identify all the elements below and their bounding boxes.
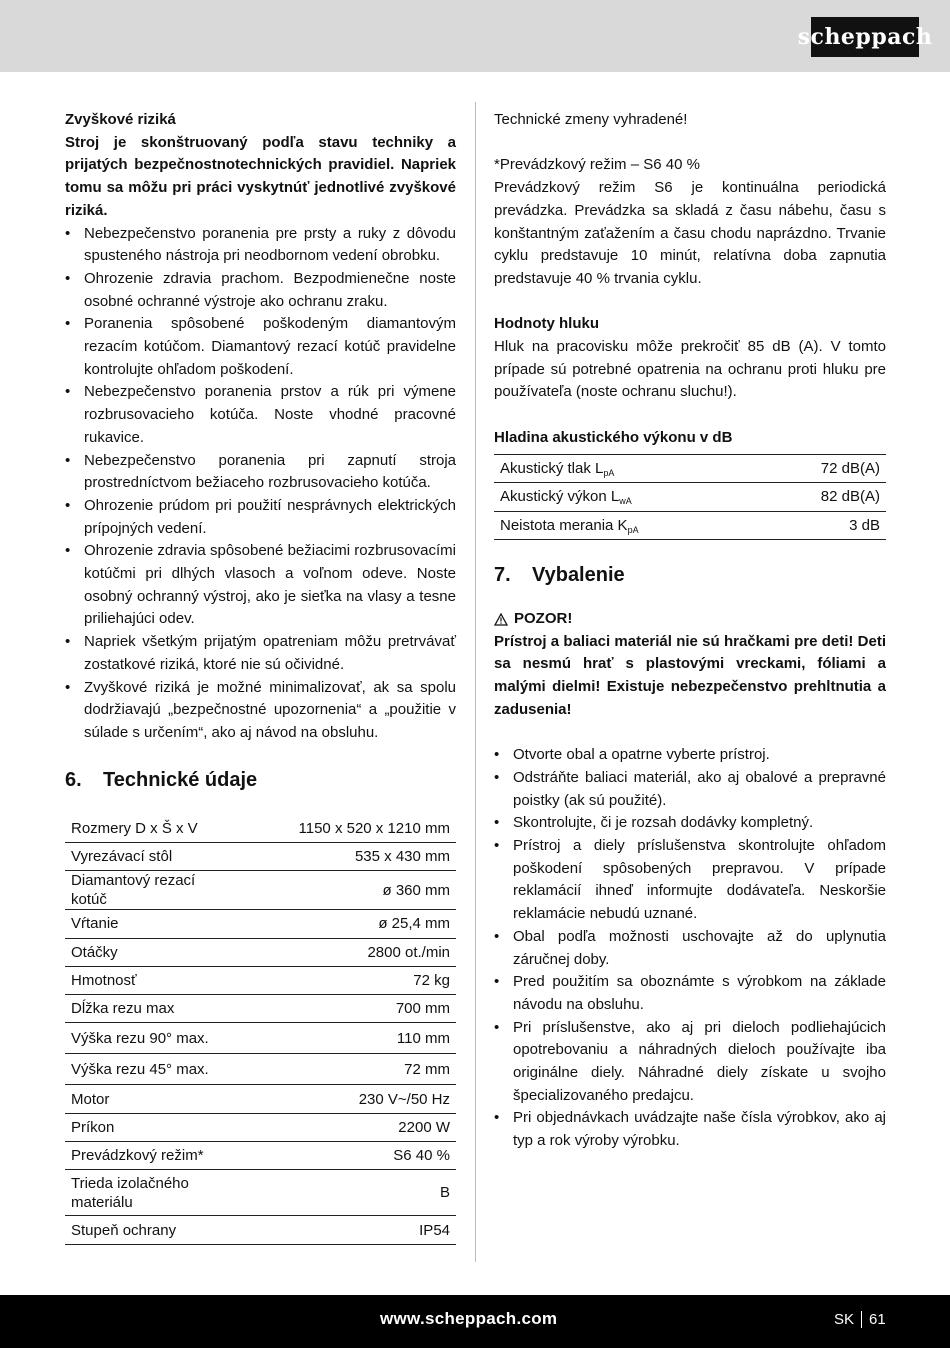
spec-label: Hmotnosť xyxy=(65,966,227,994)
bullet-icon: • xyxy=(65,315,71,333)
noise-title: Hodnoty hluku xyxy=(494,315,599,333)
list-item-text: Skontrolujte, či je rozsah dodávky kompletný. xyxy=(513,814,814,832)
spec-value: S6 40 % xyxy=(227,1142,456,1170)
list-item xyxy=(494,744,886,767)
section-7-title: Vybalenie xyxy=(532,564,625,586)
list-item-text: Pri príslušenstve, ako aj pri dieloch podliehajúcich opotrebovaniu a náhradných dieloch používajte iba originálne diely. Náhradné diely získate u svojho špecializovaného predajcu. xyxy=(513,1018,886,1104)
operating-mode-text: Prevádzkový režim S6 je kontinuálna periodická prevádzka. Prevádzka sa skladá z času nábehu, času s konštantným zaťažením a času chodu naprázdno. Trvanie cyklu predstavuje 10 minút, relatívna doba zapnutia predstavuje 40 % trvania cyklu. xyxy=(494,179,886,287)
noise-label-subscript: wA xyxy=(619,496,632,507)
list-item-text: Nebezpečenstvo poranenia pre prsty a ruky z dôvodu spusteného nástroja pri neodbornom vedení obrobku. xyxy=(84,224,456,265)
section-6-number: 6. xyxy=(65,768,82,791)
table-row xyxy=(65,1216,456,1244)
spec-value: 535 x 430 mm xyxy=(227,842,456,870)
list-item-text: Nebezpečenstvo poranenia pri zapnutí stroja prostredníctvom bežiaceho rozbrusovacieho kotúča. xyxy=(84,451,456,492)
table-row xyxy=(65,815,456,843)
list-item xyxy=(65,381,456,449)
left-column xyxy=(65,109,456,1245)
operating-mode-title: *Prevádzkový režim – S6 40 % xyxy=(494,156,700,174)
table-row xyxy=(65,1142,456,1170)
section-6-heading xyxy=(65,767,456,793)
technical-data-table xyxy=(65,815,456,1245)
spec-value: 110 mm xyxy=(227,1023,456,1054)
spec-label: Stupeň ochrany xyxy=(65,1216,227,1244)
table-row xyxy=(65,1170,456,1216)
list-item xyxy=(494,812,886,835)
list-item-text: Nebezpečenstvo poranenia prstov a rúk pri výmene rozbrusovacieho kotúča. Noste vhodné pracovné rukavice. xyxy=(84,383,456,446)
bullet-icon: • xyxy=(494,973,500,991)
list-item xyxy=(65,495,456,540)
list-item-text: Pred použitím sa oboznámte s výrobkom na základe návodu na obsluhu. xyxy=(513,973,886,1013)
noise-label: Akustický tlak L xyxy=(500,459,604,477)
spec-value: 72 mm xyxy=(227,1054,456,1085)
noise-label: Neistota merania K xyxy=(500,516,628,534)
table-row xyxy=(65,966,456,994)
spec-value: 230 V~/50 Hz xyxy=(227,1085,456,1113)
section-6-title: Technické údaje xyxy=(103,768,258,791)
bullet-icon: • xyxy=(494,814,500,832)
list-item xyxy=(65,540,456,631)
page-number: 61 xyxy=(869,1311,886,1328)
changes-note: Technické zmeny vyhradené! xyxy=(494,111,688,128)
list-item xyxy=(65,268,456,313)
noise-value: 72 dB(A) xyxy=(760,454,886,483)
spec-value: 2800 ot./min xyxy=(227,938,456,966)
warning-label: POZOR! xyxy=(514,610,573,627)
noise-label-cell xyxy=(494,454,760,483)
list-item xyxy=(494,767,886,812)
list-item-text: Ohrozenie zdravia prachom. Bezpodmienečne noste osobné ochranné výstroje ako ochranu zraku. xyxy=(84,269,456,310)
list-item-text: Poranenia spôsobené poškodeným diamantovým rezacím kotúčom. Diamantový rezací kotúč pravidelne kontrolujte ohľadom poškodení. xyxy=(84,315,456,378)
noise-text: Hluk na pracovisku môže prekročiť 85 dB (A). V tomto prípade sú potrebné opatrenia na ochranu proti hluku pre používateľa (noste ochranu sluchu!). xyxy=(494,338,886,401)
bullet-icon: • xyxy=(494,1018,500,1036)
list-item xyxy=(494,835,886,926)
sound-power-table xyxy=(494,454,886,541)
table-row xyxy=(65,1113,456,1141)
bullet-icon: • xyxy=(65,269,71,287)
spec-label: Diamantový rezací kotúč xyxy=(65,871,227,910)
table-row xyxy=(494,454,886,483)
residual-risks-list xyxy=(65,223,456,745)
spec-label: Vyrezávací stôl xyxy=(65,842,227,870)
noise-value: 3 dB xyxy=(760,511,886,540)
list-item-text: Ohrozenie prúdom pri použití nesprávnych elektrických prípojných vedení. xyxy=(84,496,456,537)
list-item xyxy=(65,450,456,495)
scheppach-logo xyxy=(797,17,933,57)
residual-risks-title: Zvyškové riziká xyxy=(65,111,176,128)
list-item xyxy=(65,313,456,381)
spec-label: Príkon xyxy=(65,1113,227,1141)
list-item-text: Pri objednávkach uvádzajte naše čísla výrobkov, ako aj typ a rok výroby výrobku. xyxy=(513,1109,886,1150)
spec-label: Trieda izolačného materiálu xyxy=(65,1170,227,1216)
bullet-icon: • xyxy=(494,927,500,945)
table-row xyxy=(65,910,456,938)
noise-label-subscript: pA xyxy=(603,467,615,478)
spec-label: Výška rezu 45° max. xyxy=(65,1054,227,1085)
list-item-text: Napriek všetkým prijatým opatreniam môžu pretrvávať zostatkové riziká, ktoré nie sú očividné. xyxy=(84,633,456,673)
bullet-icon: • xyxy=(65,542,71,560)
noise-label-cell xyxy=(494,511,760,540)
spec-value: 1150 x 520 x 1210 mm xyxy=(227,815,456,843)
list-item-text: Obal podľa možnosti uschovajte až do uplynutia záručnej doby. xyxy=(513,927,886,968)
language-code: SK xyxy=(834,1311,855,1328)
list-item-text: Zvyškové riziká je možné minimalizovať, ak sa spolu dodržiavajú „bezpečnostné upozornenia“ a „použitie v súlade s určením“, ako aj návod na obsluhu. xyxy=(84,678,456,741)
list-item xyxy=(65,223,456,268)
spec-value: ø 360 mm xyxy=(227,871,456,910)
table-row xyxy=(65,1023,456,1054)
page-indicator xyxy=(834,1311,886,1328)
table-row xyxy=(65,995,456,1023)
bullet-icon: • xyxy=(65,633,71,651)
bullet-icon: • xyxy=(65,496,71,514)
right-column xyxy=(494,109,886,1153)
bullet-icon: • xyxy=(494,837,500,855)
noise-label-subscript: pA xyxy=(627,524,639,535)
table-row xyxy=(65,871,456,910)
section-7-number: 7. xyxy=(494,564,511,586)
bullet-icon: • xyxy=(65,678,71,696)
spec-label: Rozmery D x Š x V xyxy=(65,815,227,843)
unpacking-list xyxy=(494,744,886,1153)
residual-risks-intro: Stroj je skonštruovaný podľa stavu techniky a prijatých bezpečnostnotechnických pravidiel. Napriek tomu sa môžu pri práci vyskytnúť jednotlivé zvyškové riziká. xyxy=(65,133,456,219)
list-item xyxy=(494,1017,886,1108)
list-item-text: Odstráňte baliaci materiál, ako aj obalové a prepravné poistky (ak sú použité). xyxy=(513,768,886,809)
spec-label: Motor xyxy=(65,1085,227,1113)
warning-label-row xyxy=(494,608,886,631)
spec-label: Vŕtanie xyxy=(65,910,227,938)
list-item xyxy=(494,926,886,971)
spec-value: B xyxy=(227,1170,456,1216)
spec-value: IP54 xyxy=(227,1216,456,1244)
warning-text: Prístroj a baliaci materiál nie sú hračkami pre deti! Deti sa nesmú hrať s plastovými vreckami, fóliami a malými dielmi! Existuje nebezpečenstvo prehltnutia a zadusenia! xyxy=(494,632,886,718)
sound-power-title: Hladina akustického výkonu v dB xyxy=(494,428,733,446)
noise-label-cell xyxy=(494,483,760,512)
spec-value: 72 kg xyxy=(227,966,456,994)
list-item xyxy=(494,1107,886,1152)
bullet-icon: • xyxy=(65,383,71,401)
bullet-icon: • xyxy=(494,768,500,786)
list-item xyxy=(65,677,456,745)
bullet-icon: • xyxy=(65,451,71,469)
spec-value: 700 mm xyxy=(227,995,456,1023)
list-item xyxy=(494,971,886,1016)
bullet-icon: • xyxy=(65,224,71,242)
spec-value: 2200 W xyxy=(227,1113,456,1141)
table-row xyxy=(65,1085,456,1113)
page-separator xyxy=(861,1311,862,1328)
footer-bar xyxy=(0,1295,950,1348)
spec-label: Dĺžka rezu max xyxy=(65,995,227,1023)
noise-label: Akustický výkon L xyxy=(500,488,620,506)
spec-label: Výška rezu 90° max. xyxy=(65,1023,227,1054)
column-divider xyxy=(475,102,476,1262)
noise-value: 82 dB(A) xyxy=(760,483,886,512)
spec-label: Otáčky xyxy=(65,938,227,966)
table-row xyxy=(65,1054,456,1085)
spec-label: Prevádzkový režim* xyxy=(65,1142,227,1170)
header-bar xyxy=(0,0,950,72)
section-7-heading xyxy=(494,562,886,588)
table-row xyxy=(494,483,886,512)
list-item-text: Otvorte obal a opatrne vyberte prístroj. xyxy=(513,746,770,764)
logo-text: scheppach xyxy=(797,24,933,50)
list-item-text: Prístroj a diely príslušenstva skontrolujte ohľadom poškodení spôsobených prepravou. V prípade reklamácií ihneď informujte dodávateľa. Neskoršie reklamácie nebudú uznané. xyxy=(513,837,886,923)
table-row xyxy=(494,511,886,540)
list-item xyxy=(65,631,456,676)
bullet-icon: • xyxy=(494,1109,500,1127)
footer-url: www.scheppach.com xyxy=(380,1309,558,1328)
bullet-icon: • xyxy=(494,746,500,764)
spec-value: ø 25,4 mm xyxy=(227,910,456,938)
list-item-text: Ohrozenie zdravia spôsobené bežiacimi rozbrusovacími kotúčmi pri dlhých vlasoch a voľnom odeve. Noste osobný ochranný výstroj, ako je sieťka na vlasy a tesne priliehajúci odev. xyxy=(84,542,456,628)
table-row xyxy=(65,842,456,870)
table-row xyxy=(65,938,456,966)
warning-triangle-icon xyxy=(494,613,508,626)
